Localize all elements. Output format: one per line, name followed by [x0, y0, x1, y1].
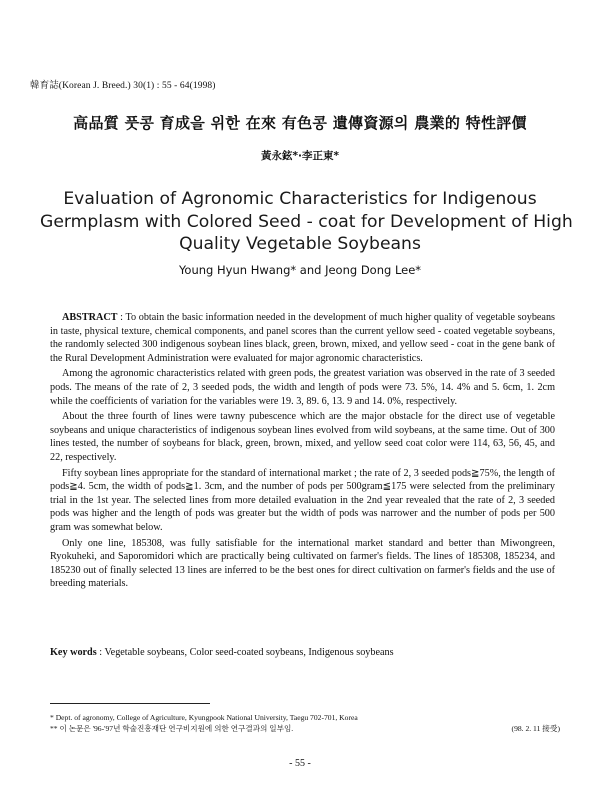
abstract-paragraph: Fifty soybean lines appropriate for the standard of international market ; the rate of 2, 3 seeded pods≧75%, the length of pods≧4. 5cm, the width of pods≧1. 3cm, and the number of pods per 500gram≦175 were selected from the preliminary trial in the 1st year. The selected lines from more detailed evaluation in the 2nd year revealed that the rate of 2, 3 seeded pods was higher and the length of pods was greater but the width of pods was narrower and the number of pods per 500 gram was somewhat below.	[50, 467, 555, 533]
footnote-affiliation: * Dept. of agronomy, College of Agriculture, Kyungpook National University, Taegu 702-701, Korea	[50, 713, 358, 722]
keywords	[50, 647, 555, 658]
english-title-line: Germplasm with Colored Seed - coat for Development of High	[40, 211, 573, 232]
abstract-paragraph: About the three fourth of lines were tawny pubescence which are the major obstacle for the direct use of vegetable soybeans and unique characteristics of indigenous soybean lines evolved from wild soybeans, at the same time. Out of 300 lines tested, the number of soybeans for black, green, brown, mixed, and yellow seed coat color were 114, 63, 56, 45, and 22, respectively.	[50, 411, 555, 463]
received-date: (98. 2. 11 接受)	[511, 724, 560, 733]
footnote-divider	[50, 703, 210, 704]
english-title	[40, 188, 573, 256]
keywords-text: : Vegetable soybeans, Color seed-coated soybeans, Indigenous soybeans	[99, 647, 394, 658]
journal-reference: 韓育誌(Korean J. Breed.) 30(1) : 55 - 64(1998)	[30, 81, 216, 91]
footnotes	[50, 712, 560, 734]
korean-authors: 黃永鉉*·李正東*	[261, 150, 339, 162]
abstract-paragraph: Among the agronomic characteristics related with green pods, the greatest variation was observed in the rate of 3 seeded pods. The means of the rate of 2, 3 seeded pods, the width and length of pods were 73. 5%, 14. 4% and 5. 6cm, 1. 2cm while the coefficients of variation for the variables were 19. 3, 89. 6, 13. 9 and 14. 0%, respectively.	[50, 368, 555, 407]
korean-title: 高品質 풋콩 育成을 위한 在來 有色콩 遺傳資源의 農業的 特性評價	[73, 114, 527, 132]
abstract-paragraph: Only one line, 185308, was fully satisfiable for the international market standard and better than Miwongreen, Ryokuheki, and Saporomidori which are practically being cultivated on farmer's fields. The lines of 185308, 185234, and 185230 out of finally selected 13 lines are inferred to be the best ones for direct cultivation on farmer's fields and the use of breeding materials.	[50, 537, 555, 590]
english-authors: Young Hyun Hwang* and Jeong Dong Lee*	[178, 263, 422, 277]
page-number: - 55 -	[289, 758, 311, 769]
abstract	[50, 311, 555, 593]
footnote-funding: ** 이 논문은 '96-'97년 학술진흥재단 연구비지원에 의한 연구결과의 일부임.	[50, 724, 294, 733]
abstract-paragraph	[50, 311, 555, 365]
english-title-line: Evaluation of Agronomic Characteristics for Indigenous	[63, 189, 537, 209]
abstract-label: ABSTRACT	[62, 312, 118, 323]
english-title-line: Quality Vegetable Soybeans	[179, 234, 421, 254]
keywords-label: Key words	[50, 647, 97, 658]
abstract-paragraph-text: : To obtain the basic information needed in the development of much higher quality of vegetable soybeans in taste, physical texture, chemical components, and panel scores than the current yellow seed - coated vegetable soybeans, the randomly selected 300 indigenous soybean lines black, green, brown, mixed, and yellow seed - coat in the gene bank of the Rural Development Administration were evaluated for major agronomic characteristics.	[50, 312, 556, 364]
